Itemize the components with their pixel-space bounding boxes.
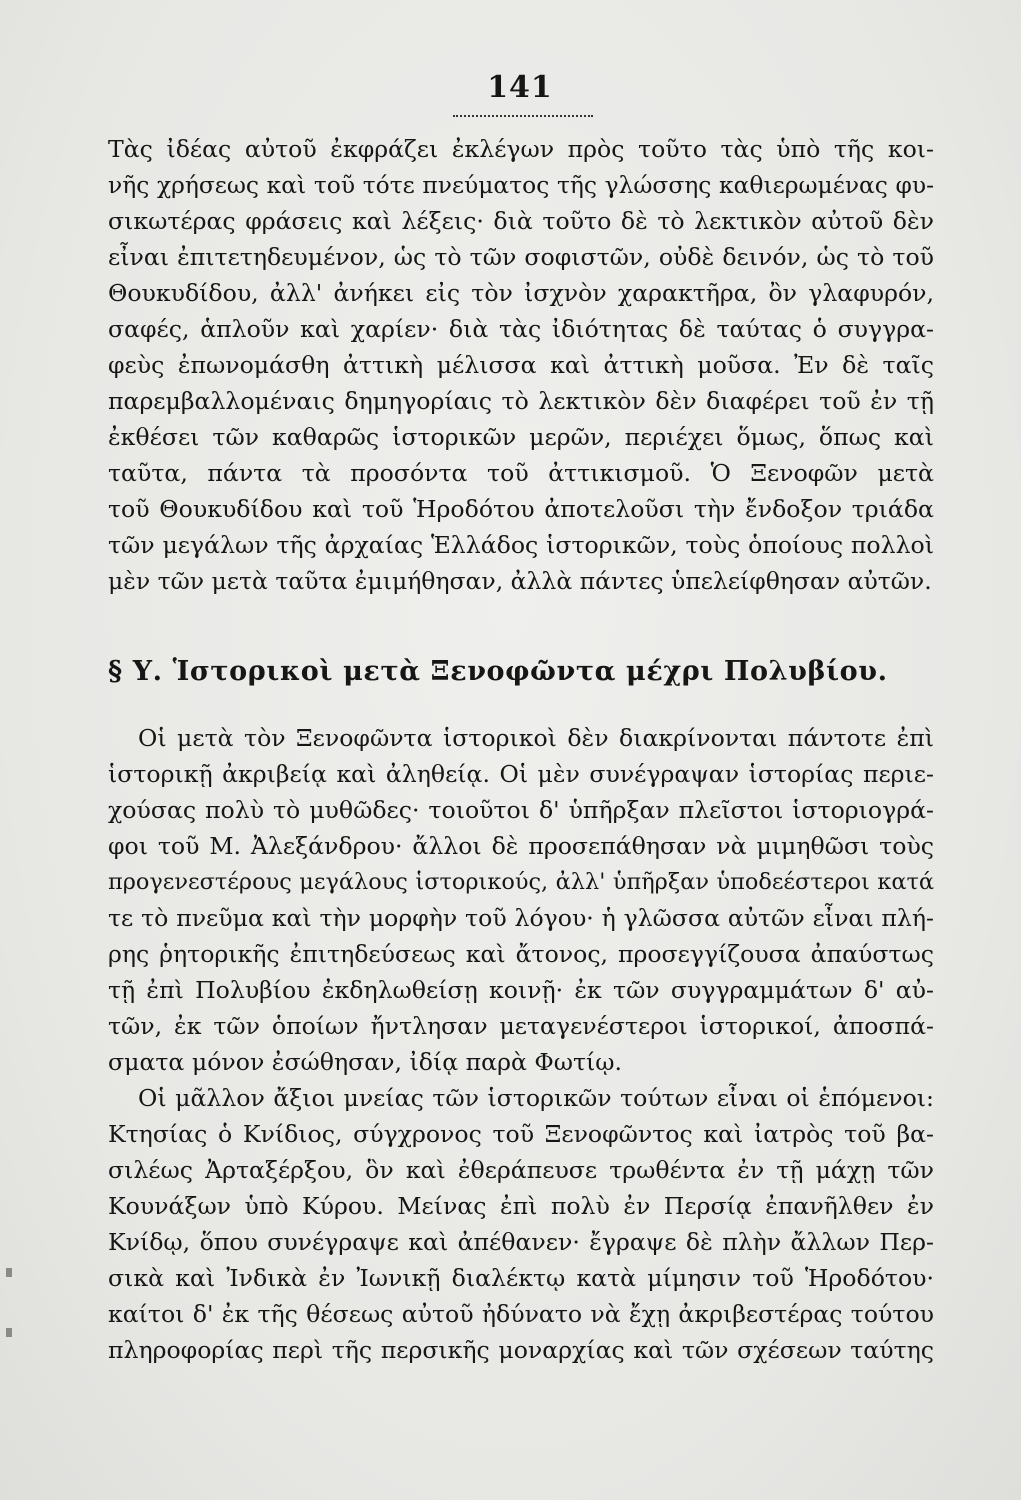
text-line: σικὰ καὶ Ἰνδικὰ ἐν Ἰωνικῇ διαλέκτῳ κατὰ μίμησιν τοῦ Ἡροδότου· bbox=[108, 1264, 934, 1292]
text-line: σαφές, ἁπλοῦν καὶ χαρίεν· διὰ τὰς ἰδιότητας δὲ ταύτας ὁ συγγρα- bbox=[108, 315, 934, 343]
text-line: Κτησίας ὁ Κνίδιος, σύγχρονος τοῦ Ξενοφῶντος καὶ ἰατρὸς τοῦ βα- bbox=[108, 1120, 934, 1148]
text-line: Οἱ μᾶλλον ἄξιοι μνείας τῶν ἱστορικῶν τούτων εἶναι οἱ ἑπόμενοι: bbox=[138, 1084, 934, 1112]
text-line: τε τὸ πνεῦμα καὶ τὴν μορφὴν τοῦ λόγου· ἡ γλῶσσα αὐτῶν εἶναι πλή- bbox=[108, 904, 934, 932]
text-line: σικωτέρας φράσεις καὶ λέξεις· διὰ τοῦτο δὲ τὸ λεκτικὸν αὐτοῦ δὲν bbox=[108, 207, 934, 235]
text-line: φεὺς ἐπωνομάσθη ἀττικὴ μέλισσα καὶ ἀττικὴ μοῦσα. Ἐν δὲ ταῖς bbox=[108, 351, 934, 379]
text-line: ἱστορικῇ ἀκριβείᾳ καὶ ἀληθείᾳ. Οἱ μὲν συνέγραψαν ἱστορίας περιε- bbox=[108, 760, 934, 788]
text-line: τοῦ Θουκυδίδου καὶ τοῦ Ἡροδότου ἀποτελοῦσι τὴν ἔνδοξον τριάδα bbox=[108, 495, 934, 523]
text-line: σιλέως Ἀρταξέρξου, ὃν καὶ ἐθεράπευσε τρωθέντα ἐν τῇ μάχῃ τῶν bbox=[108, 1156, 934, 1184]
binding-edge-mark bbox=[6, 1268, 12, 1418]
text-line: ρης ῥητορικῆς ἐπιτηδεύσεως καὶ ἄτονος, προσεγγίζουσα ἀπαύστως bbox=[108, 940, 934, 968]
text-line: μὲν τῶν μετὰ ταῦτα ἐμιμήθησαν, ἀλλὰ πάντες ὑπελείφθησαν αὐτῶν. bbox=[108, 567, 932, 595]
paragraph-later-historians bbox=[108, 720, 934, 1368]
text-line: Οἱ μετὰ τὸν Ξενοφῶντα ἱστορικοὶ δὲν διακρίνονται πάντοτε ἐπὶ bbox=[138, 724, 934, 752]
paragraph-xenophon-style bbox=[108, 131, 934, 599]
text-line: νῆς χρήσεως καὶ τοῦ τότε πνεύματος τῆς γλώσσης καθιερωμένας φυ- bbox=[108, 171, 934, 199]
text-line: Κουνάξων ὑπὸ Κύρου. Μείνας ἐπὶ πολὺ ἐν Περσίᾳ ἐπανῆλθεν ἐν bbox=[108, 1192, 934, 1220]
text-line: ἐκθέσει τῶν καθαρῶς ἱστορικῶν μερῶν, περιέχει ὅμως, ὅπως καὶ bbox=[108, 423, 934, 451]
text-line: πληροφορίας περὶ τῆς περσικῆς μοναρχίας καὶ τῶν σχέσεων ταύτης bbox=[108, 1336, 934, 1364]
text-line: σματα μόνον ἐσώθησαν, ἰδίᾳ παρὰ Φωτίῳ. bbox=[108, 1048, 623, 1076]
text-line: Κνίδῳ, ὅπου συνέγραψε καὶ ἀπέθανεν· ἔγραψε δὲ πλὴν ἄλλων Περ- bbox=[108, 1228, 934, 1256]
page-number: 141 bbox=[487, 70, 553, 105]
text-line: φοι τοῦ Μ. Ἀλεξάνδρου· ἄλλοι δὲ προσεπάθησαν νὰ μιμηθῶσι τοὺς bbox=[108, 832, 934, 860]
header-rule bbox=[453, 115, 593, 117]
text-line: Τὰς ἰδέας αὐτοῦ ἐκφράζει ἐκλέγων πρὸς τοῦτο τὰς ὑπὸ τῆς κοι- bbox=[108, 135, 934, 163]
text-line: Θουκυδίδου, ἀλλ' ἀνήκει εἰς τὸν ἰσχνὸν χαρακτῆρα, ὂν γλαφυρόν, bbox=[108, 279, 934, 307]
text-line: καίτοι δ' ἐκ τῆς θέσεως αὐτοῦ ἠδύνατο νὰ ἔχῃ ἀκριβεστέρας τούτου bbox=[108, 1300, 934, 1328]
text-line: τῶν, ἐκ τῶν ὁποίων ἤντλησαν μεταγενέστεροι ἱστορικοί, ἀποσπά- bbox=[108, 1012, 934, 1040]
text-line: εἶναι ἐπιτετηδευμένον, ὡς τὸ τῶν σοφιστῶν, οὐδὲ δεινόν, ὡς τὸ τοῦ bbox=[108, 243, 934, 271]
text-line: χούσας πολὺ τὸ μυθῶδες· τοιοῦτοι δ' ὑπῆρξαν πλεῖστοι ἱστοριογρά- bbox=[108, 796, 934, 824]
text-line: τῶν μεγάλων τῆς ἀρχαίας Ἑλλάδος ἱστορικῶν, τοὺς ὁποίους πολλοὶ bbox=[108, 531, 934, 559]
text-line: ταῦτα, πάντα τὰ προσόντα τοῦ ἀττικισμοῦ. Ὁ Ξενοφῶν μετὰ bbox=[108, 459, 934, 487]
section-heading: § Υ. Ἱστορικοὶ μετὰ Ξενοφῶντα μέχρι Πολυβίου. bbox=[108, 656, 888, 687]
text-line: τῇ ἐπὶ Πολυβίου ἐκδηλωθείσῃ κοινῇ· ἐκ τῶν συγγραμμάτων δ' αὐ- bbox=[108, 976, 934, 1004]
text-line: παρεμβαλλομέναις δημηγορίαις τὸ λεκτικὸν δὲν διαφέρει τοῦ ἐν τῇ bbox=[108, 387, 934, 415]
text-line: προγενεστέρους μεγάλους ἱστορικούς, ἀλλ' ὑπῆρξαν ὑποδεέστεροι κατά bbox=[108, 869, 934, 895]
